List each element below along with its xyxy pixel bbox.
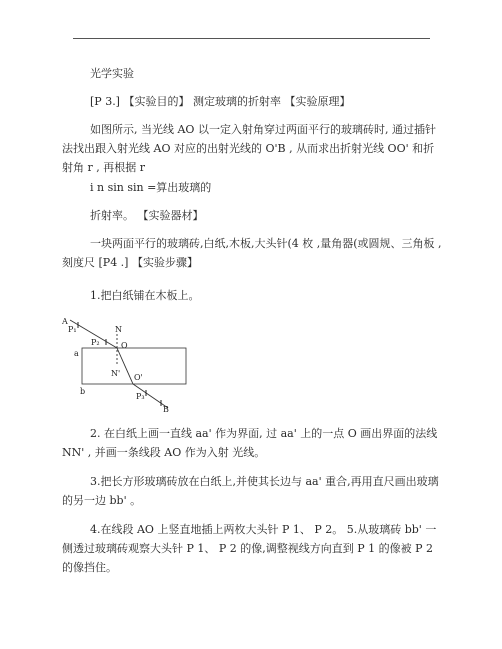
section-title: 光学实验 <box>90 67 134 80</box>
paragraph-purpose: [P 3.] 【实验目的】 测定玻璃的折射率 【实验原理】 <box>90 95 351 108</box>
label-n-prime: N' <box>111 369 121 378</box>
label-b-point: B <box>163 405 169 414</box>
paragraph-formula: i n sin sin =算出玻璃的 <box>90 181 212 194</box>
step-3: 3.把长方形玻璃砖放在白纸上,并使其长边与 aa' 重合,再用直尺画出玻璃的另一边 bb' 。 <box>62 475 439 507</box>
paragraph-materials-title: 折射率。 【实验器材】 <box>90 209 204 222</box>
paragraph-materials: 一块两面平行的玻璃砖,白纸,木板,大头针(4 枚 ,量角器(或圆规、三角板 ,刻度尺 [P4 .] 【实验步骤】 <box>62 237 442 269</box>
label-p3: P₃ <box>136 392 145 401</box>
label-a: a <box>74 349 79 358</box>
step-1: 1.把白纸铺在木板上。 <box>90 289 200 302</box>
label-p2: P₂ <box>91 338 100 347</box>
label-n: N <box>115 325 122 334</box>
header-rule <box>73 38 430 39</box>
label-p1: P₁ <box>68 325 77 334</box>
step-4-5: 4.在线段 AO 上竖直地插上两枚大头针 P 1、 P 2。 5.从玻璃砖 bb' 一侧透过玻璃砖观察大头针 P 1、 P 2 的像,调整视线方向直到 P 1 的像被 P 2 的像挡住。 <box>62 523 437 574</box>
refracted-ray <box>117 348 133 384</box>
paragraph-principle: 如图所示, 当光线 AO 以一定入射角穿过两面平行的玻璃砖时, 通过插针法找出跟入射光线 AO 对应的出射光线的 O'B , 从而求出折射光线 OO' 和折射角 r , 再根据 r <box>62 123 436 174</box>
label-o: O <box>121 341 128 350</box>
label-o-prime: O' <box>134 373 143 382</box>
step-2: 2. 在白纸上画一直线 aa' 作为界面, 过 aa' 上的一点 O 画出界面的法线 NN' , 并画一条线段 AO 作为入射 光线。 <box>62 427 438 459</box>
refraction-diagram <box>60 312 200 414</box>
label-a-point: A <box>62 317 68 326</box>
label-b: b <box>80 387 86 396</box>
